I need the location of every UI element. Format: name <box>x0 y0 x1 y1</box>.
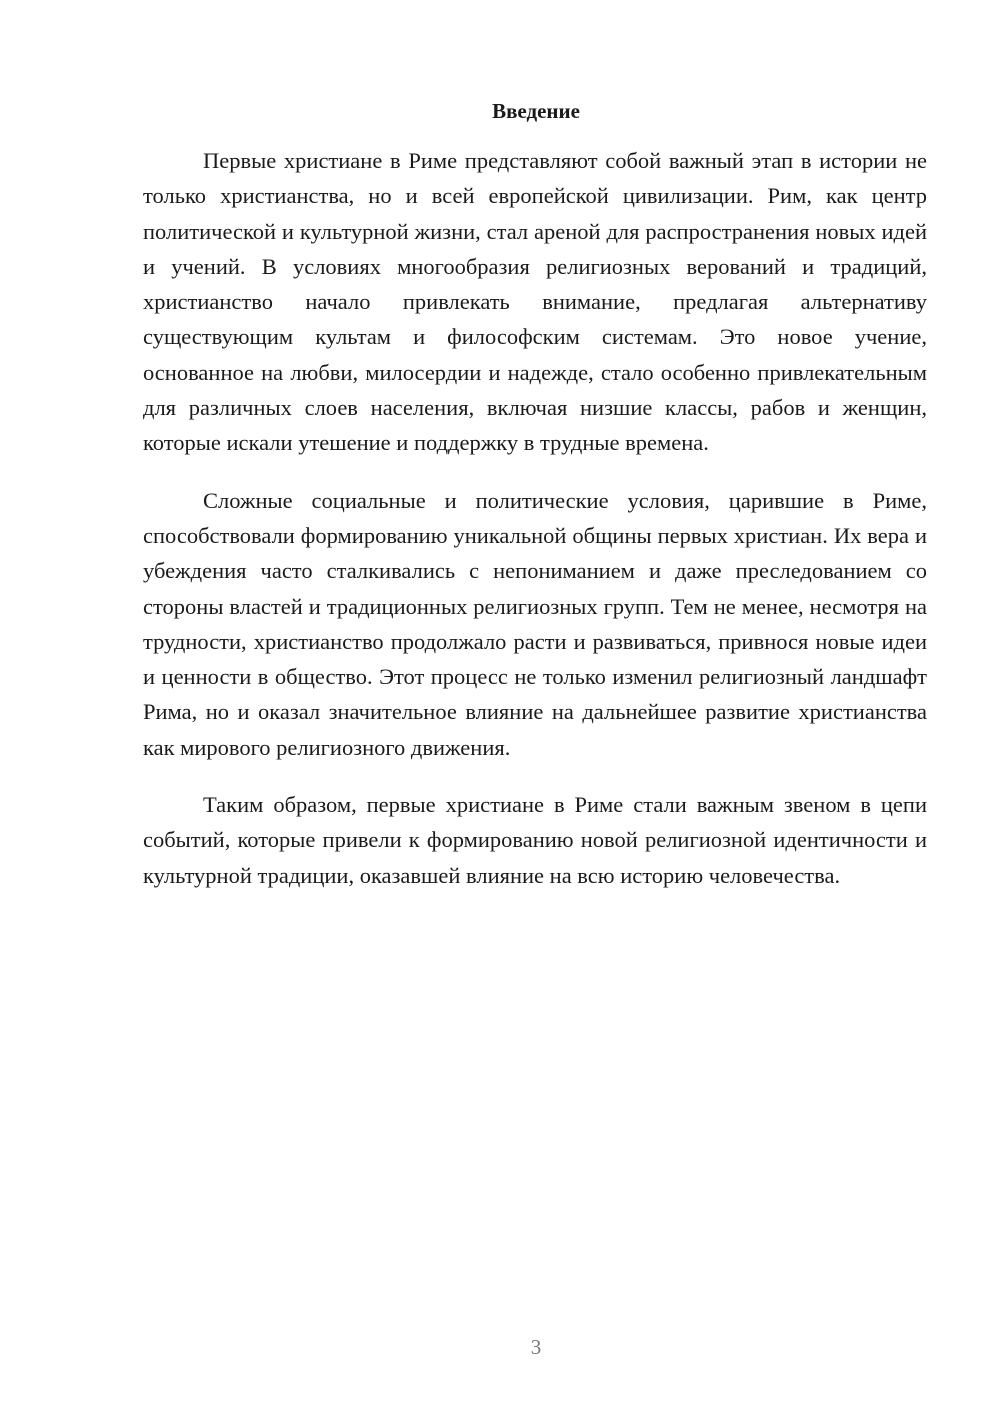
page-number: 3 <box>530 1335 542 1359</box>
body-text <box>143 143 927 915</box>
paragraph: Сложные социальные и политические условия, царившие в Риме, способствовали формированию уникальной общины первых христиан. Их вера и убеждения часто сталкивались с непониманием и даже преследованием со стороны властей и традиционных религиозных групп. Тем не менее, несмотря на трудности, христианство продолжало расти и развиваться, привнося новые идеи и ценности в общество. Этот процесс не только изменил религиозный ландшафт Рима, но и оказал значительное влияние на дальнейшее развитие христианства как мирового религиозного движения. <box>143 487 927 760</box>
paragraph: Таким образом, первые христиане в Риме стали важным звеном в цепи событий, которые привели к формированию новой религиозной идентичности и культурной традиции, оказавшей влияние на всю историю человечества. <box>143 792 927 888</box>
section-heading: Введение <box>492 99 580 123</box>
paragraph: Первые христиане в Риме представляют собой важный этап в истории не только христианства, но и всей европейской цивилизации. Рим, как центр политической и культурной жизни, стал ареной для распространения новых идей и учений. В условиях многообразия религиозных верований и традиций, христианство начало привлекать внимание, предлагая альтернативу существующим культам и философским системам. Это новое учение, основанное на любви, милосердии и надежде, стало особенно привлекательным для различных слоев населения, включая низшие классы, рабов и женщин, которые искали утешение и поддержку в трудные времена. <box>143 148 927 456</box>
